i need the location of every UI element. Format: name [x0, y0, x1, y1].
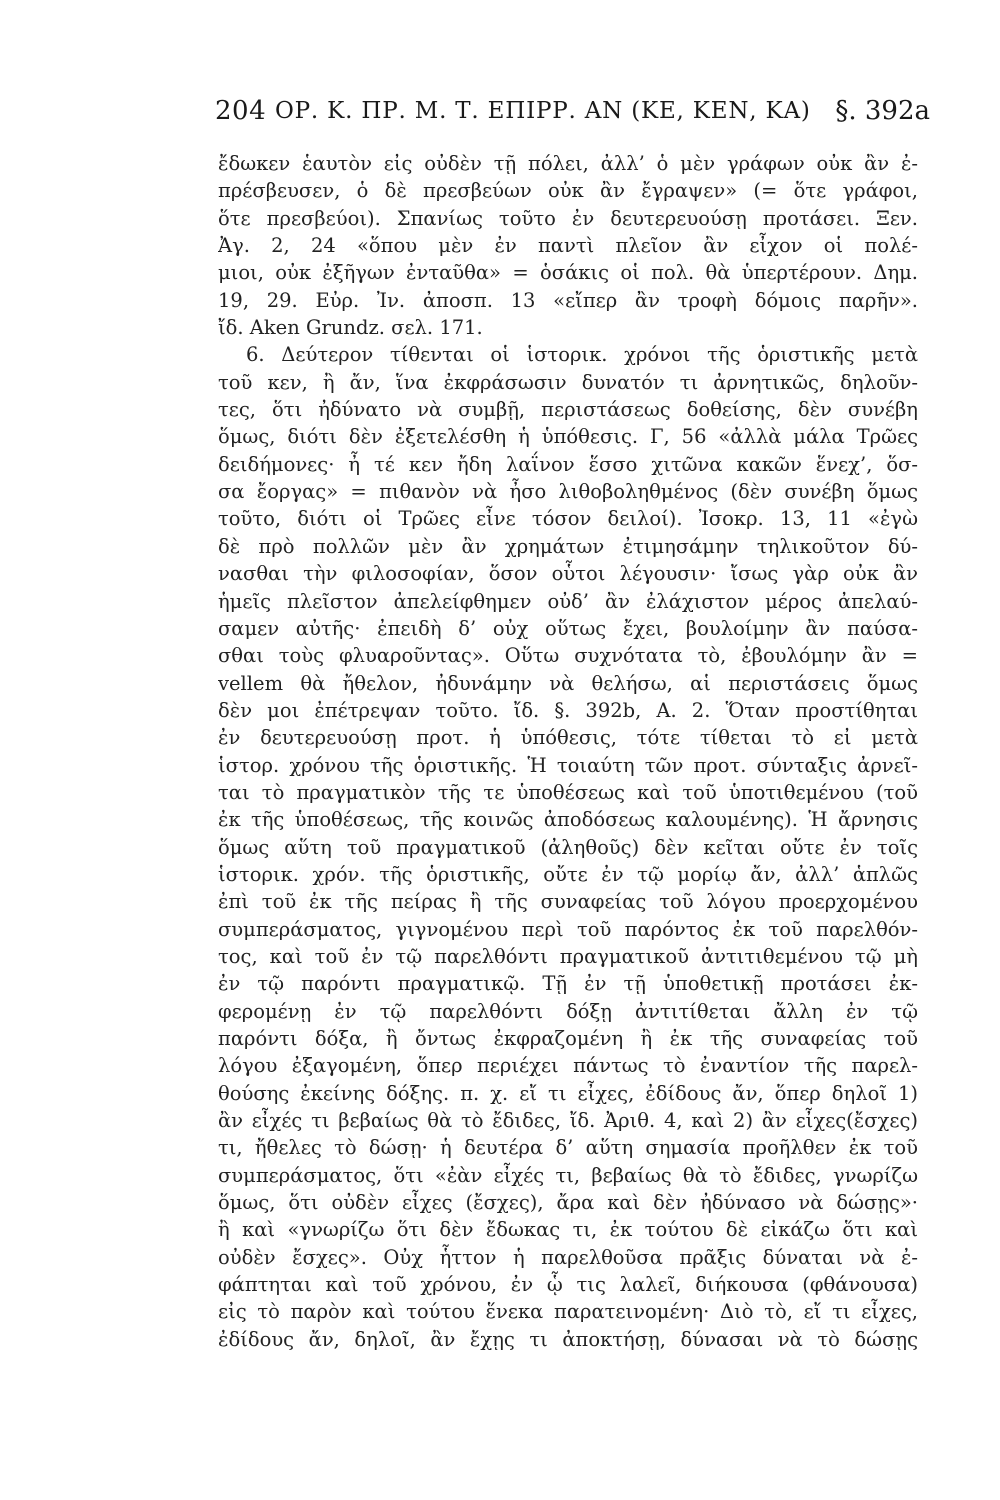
paragraph-start-line: 6. Δεύτερον τίθενται οἱ ἱστορικ. χρόνοι τῆς ὁριστικῆς μετὰ [246, 343, 918, 367]
text-line: τοῦ κεν, ἢ ἄν, ἵνα ἐκφράσωσιν δυνατόν τι ἀρνητικῶς, δηλοῦν- [218, 370, 918, 394]
text-line: Ἀγ. 2, 24 «ὅπου μὲν ἐν παντὶ πλεῖον ἂν εἶχον οἱ πολέ- [218, 234, 918, 258]
text-line: συμπεράσματος, ὅτι «ἐὰν εἶχές τι, βεβαίως θὰ τὸ ἔδιδες, γνωρίζω [218, 1163, 918, 1187]
text-line: ἂν εἶχές τι βεβαίως θὰ τὸ ἔδιδες, ἴδ. Ἀριθ. 4, καὶ 2) ἂν εἶχες(ἔσχες) [218, 1109, 918, 1133]
body-text [218, 150, 918, 1380]
text-line: δὲ πρὸ πολλῶν μὲν ἂν χρημάτων ἐτιμησάμην τηλικοῦτον δύ- [218, 534, 918, 558]
text-line: τες, ὅτι ἠδύνατο νὰ συμβῇ, περιστάσεως δοθείσης, δὲν συνέβη [218, 398, 918, 422]
text-line: ἡμεῖς πλεῖστον ἀπελείφθημεν οὐδ’ ἂν ἐλάχιστον μέρος ἀπελαύ- [218, 589, 918, 613]
text-line [218, 1353, 918, 1380]
text-line: παρόντι δόξα, ἢ ὄντως ἐκφραζομένη ἢ ἐκ τῆς συναφείας τοῦ [218, 1027, 918, 1050]
text-line: θούσης ἐκείνης δόξης. π. χ. εἴ τι εἶχες, ἐδίδους ἄν, ὅπερ δηλοῖ 1) [218, 1081, 918, 1105]
text-line: οὐδὲν ἔσχες». Οὐχ ἧττον ἡ παρελθοῦσα πρᾶξις δύναται νὰ ἐ- [218, 1245, 918, 1269]
text-line: 19, 29. Εὐρ. Ἰν. ἀποσπ. 13 «εἴπερ ἂν τροφὴ δόμοις παρῆν». [218, 288, 918, 312]
text-line: τος, καὶ τοῦ ἐν τῷ παρελθόντι πραγματικοῦ ἀντιτιθεμένου τῷ μὴ [218, 944, 918, 968]
text-line: ὅμως, διότι δὲν ἐξετελέσθη ἡ ὑπόθεσις. Γ, 56 «ἀλλὰ μάλα Τρῶες [218, 425, 918, 449]
text-line: μιοι, οὐκ ἐξῆγων ἐνταῦθα» = ὁσάκις οἱ πολ. θὰ ὑπερτέρουν. Δημ. [218, 261, 918, 285]
text-line: ἐδίδους ἄν, δηλοῖ, ἂν ἔχῃς τι ἀποκτήσῃ, δύνασαι νὰ τὸ δώσῃς [218, 1327, 918, 1351]
text-line: νασθαι τὴν φιλοσοφίαν, ὅσον οὗτοι λέγουσιν· ἴσως γὰρ οὐκ ἂν [218, 562, 918, 586]
text-line: συμπεράσματος, γιγνομένου περὶ τοῦ παρόντος ἐκ τοῦ παρελθόν- [218, 917, 918, 941]
text-line: ἱστορικ. χρόν. τῆς ὁριστικῆς, οὔτε ἐν τῷ μορίῳ ἄν, ἀλλ’ ἁπλῶς [218, 862, 918, 886]
text-line: λόγου ἐξαγομένη, ὅπερ περιέχει πάντως τὸ ἐναντίον τῆς παρελ- [218, 1054, 918, 1078]
text-line: τοῦτο, διότι οἱ Τρῶες εἶνε τόσον δειλοί). Ἰσοκρ. 13, 11 «ἐγὼ [218, 507, 918, 531]
text-line: ἢ καὶ «γνωρίζω ὅτι δὲν ἔδωκας τι, ἐκ τούτου δὲ εἰκάζω ὅτι καὶ [218, 1218, 918, 1242]
text-line: ὅμως αὕτη τοῦ πραγματικοῦ (ἀληθοῦς) δὲν κεῖται οὔτε ἐν τοῖς [218, 835, 918, 859]
text-line: ἐν δευτερευούσῃ προτ. ἡ ὑπόθεσις, τότε τίθεται τὸ εἰ μετὰ [218, 726, 918, 750]
text-line: ἐκ τῆς ὑποθέσεως, τῆς κοινῶς ἀποδόσεως καλουμένης). Ἡ ἄρνησις [218, 808, 918, 832]
text-line: σαμεν αὐτῆς· ἐπειδὴ δ’ οὐχ οὕτως ἔχει, βουλοίμην ἂν παύσα- [218, 616, 918, 640]
page-number: 204 [215, 96, 267, 126]
text-line: δὲν μοι ἐπέτρεψαν τοῦτο. ἴδ. §. 392b, Α. 2. Ὅταν προστίθηται [218, 698, 918, 722]
text-line: τι, ἤθελες τὸ δώσῃ· ἡ δευτέρα δ’ αὕτη σημασία προῆλθεν ἐκ τοῦ [218, 1136, 918, 1160]
running-title: ΟΡ. Κ. ΠΡ. Μ. Τ. ΕΠΙΡΡ. ΑΝ (ΚΕ, ΚΕΝ, ΚΑ) [275, 98, 811, 124]
section-reference: §. 392a [835, 96, 930, 126]
text-line: ται τὸ πραγματικὸν τῆς τε ὑποθέσεως καὶ τοῦ ὑποτιθεμένου (τοῦ [218, 780, 918, 804]
text-line: ὅμως, ὅτι οὐδὲν εἶχες (ἔσχες), ἄρα καὶ δὲν ἠδύνασο νὰ δώσῃς»· [218, 1191, 918, 1215]
text-line: vellem θὰ ἤθελον, ἠδυνάμην νὰ θελήσω, αἱ περιστάσεις ὅμως [218, 671, 918, 695]
text-line: σθαι τοὺς φλυαροῦντας». Οὕτω συχνότατα τὸ, ἐβουλόμην ἂν = [218, 644, 918, 668]
text-line: ὅτε πρεσβεύοι). Σπανίως τοῦτο ἐν δευτερευούσῃ προτάσει. Ξεν. [218, 206, 918, 230]
page-header [215, 96, 930, 136]
text-line: δειδήμονες· ἦ τέ κεν ἤδη λαΐνον ἕσσο χιτῶνα κακῶν ἕνεχ’, ὅσ- [218, 452, 918, 476]
text-line: ἐν τῷ παρόντι πραγματικῷ. Τῇ ἐν τῇ ὑποθετικῇ προτάσει ἐκ- [218, 972, 918, 996]
text-line: πρέσβευσεν, ὁ δὲ πρεσβεύων οὐκ ἂν ἔγραψεν» (= ὅτε γράφοι, [218, 179, 918, 203]
text-line: φερομένῃ ἐν τῷ παρελθόντι δόξῃ ἀντιτίθεται ἄλλη ἐν τῷ [218, 999, 918, 1023]
text-line: ἴδ. Aken Grundz. σελ. 171. [218, 316, 483, 340]
text-line: ἔδωκεν ἑαυτὸν εἰς οὐδὲν τῇ πόλει, ἀλλ’ ὁ μὲν γράφων οὐκ ἂν ἐ- [218, 152, 918, 175]
text-line: ἱστορ. χρόνου τῆς ὁριστικῆς. Ἡ τοιαύτη τῶν προτ. σύνταξις ἀρνεῖ- [218, 753, 918, 777]
text-line: φάπτηται καὶ τοῦ χρόνου, ἐν ᾧ τις λαλεῖ, διήκουσα (φθάνουσα) [218, 1273, 918, 1297]
text-line: ἐπὶ τοῦ ἐκ τῆς πείρας ἢ τῆς συναφείας τοῦ λόγου προερχομένου [218, 890, 918, 914]
text-line: εἰς τὸ παρὸν καὶ τούτου ἕνεκα παρατεινομένη· Διὸ τὸ, εἴ τι εἶχες, [218, 1300, 918, 1324]
text-line: σα ἔοργας» = πιθανὸν νὰ ἦσο λιθοβοληθμένος (δὲν συνέβη ὅμως [218, 480, 918, 504]
